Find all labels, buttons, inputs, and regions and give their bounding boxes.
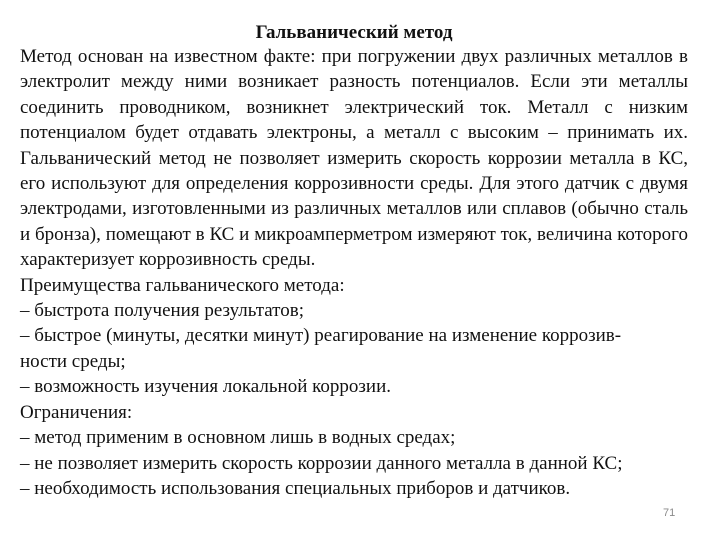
advantage-item: – быстрое (минуты, десятки минут) реагирование на изменение коррозив- (20, 325, 622, 347)
advantages-heading: Преимущества гальванического метода: (20, 274, 345, 296)
limitation-item: – необходимость использования специальных приборов и датчиков. (20, 477, 571, 499)
limitation-item: – метод применим в основном лишь в водных средах; (20, 427, 456, 449)
slide-title: Гальванический метод (255, 22, 453, 43)
limitation-item: – не позволяет измерить скорость коррозии данного металла в данной КС; (20, 452, 623, 474)
advantage-item: – возможность изучения локальной коррозии. (20, 376, 392, 398)
intro-paragraph: Метод основан на известном факте: при погружении двух различных металлов в электролит между ними возникает разность потенциалов. Если эти металлы соединить проводником, возникнет электрический ток. Металл с низким потенциалом будет отдавать электроны, а металл с высоким – принимать их. Гальванический метод не позволяет измерить скорость коррозии металла в КС, его используют для определения коррозивности среды. Для этого датчик с двумя электродами, изготовленными из различных металлов или сплавов (обычно сталь и бронза), помещают в КС и микроамперметром измеряют ток, величина которого характеризует коррозивность среды. (20, 46, 688, 271)
page-number: 71 (663, 507, 676, 519)
limitations-heading: Ограничения: (20, 401, 133, 423)
advantage-item-continuation: ности среды; (20, 350, 126, 372)
slide-body (20, 44, 688, 501)
advantage-item: – быстрота получения результатов; (20, 300, 304, 322)
